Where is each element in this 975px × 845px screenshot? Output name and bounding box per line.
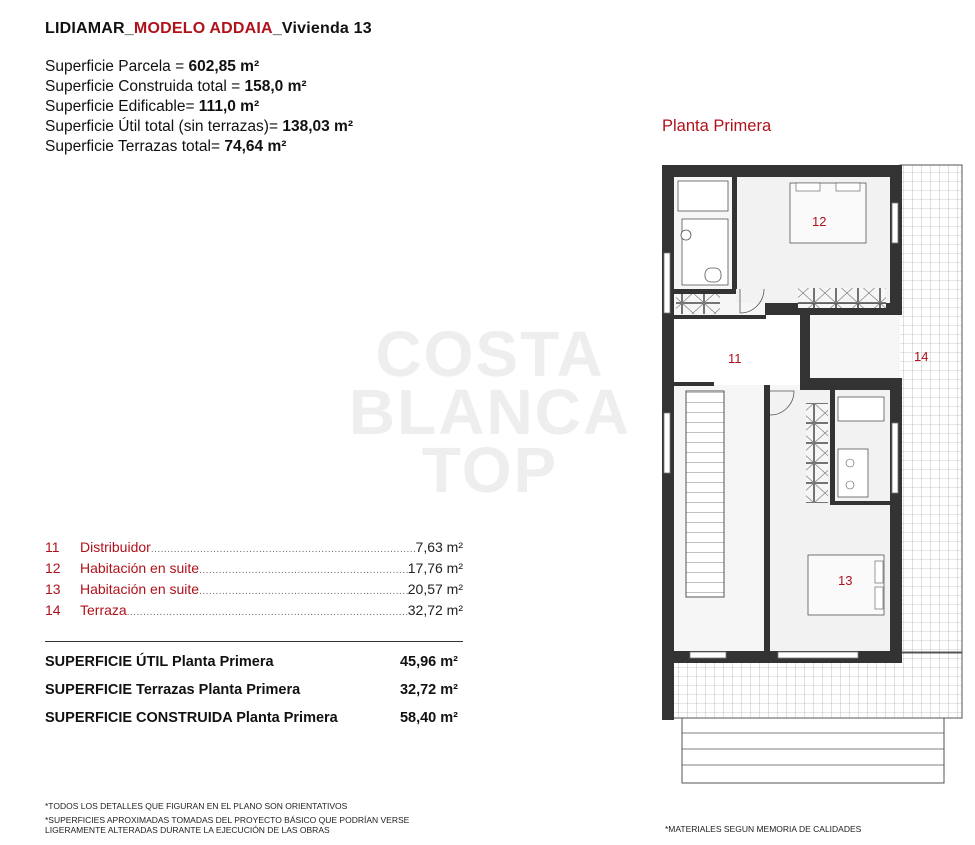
- room-row: [45, 580, 463, 601]
- note-line: *SUPERFICIES APROXIMADAS TOMADAS DEL PROYECTO BÁSICO QUE PODRÍAN VERSE: [45, 814, 410, 825]
- spec-row: [45, 57, 353, 77]
- document-title: [45, 20, 372, 38]
- room-name: Distribuidor: [80, 539, 151, 555]
- room-name: Habitación en suite: [80, 560, 200, 576]
- wardrobe-top-left: [676, 294, 720, 314]
- materials-note: *MATERIALES SEGUN MEMORIA DE CALIDADES: [665, 824, 862, 834]
- watermark: [340, 318, 640, 506]
- spec-row: [45, 117, 353, 137]
- bed-12: [790, 183, 866, 243]
- note-line: *TODOS LOS DETALLES QUE FIGURAN EN EL PLANO SON ORIENTATIVOS: [45, 801, 348, 811]
- totals-table: [45, 648, 463, 732]
- leader-dots: [199, 582, 408, 601]
- room-area: 32,72 m²: [407, 602, 463, 618]
- floor-plan: [660, 163, 965, 793]
- spec-value: 111,0 m²: [198, 98, 260, 115]
- spec-value: 602,85 m²: [188, 58, 260, 75]
- total-value: 32,72 m²: [399, 682, 458, 698]
- room-list: [45, 538, 463, 622]
- total-label: SUPERFICIE ÚTIL Planta Primera: [45, 654, 274, 670]
- spec-label: Superficie Construida total =: [45, 78, 245, 95]
- bathroom-top: [678, 181, 728, 285]
- watermark-line: COSTA: [375, 318, 605, 390]
- room-number: 13: [45, 581, 61, 597]
- title-prefix: LIDIAMAR_: [45, 20, 134, 37]
- total-row: [45, 704, 463, 732]
- total-row: [45, 648, 463, 676]
- room-name: Terraza: [80, 602, 127, 618]
- total-value: 45,96 m²: [399, 654, 458, 670]
- room-row: [45, 601, 463, 622]
- title-model: MODELO ADDAIA: [133, 20, 273, 37]
- total-value: 58,40 m²: [399, 710, 458, 726]
- surface-specs: [45, 57, 353, 157]
- exterior-stairs: [682, 718, 944, 783]
- room-row: [45, 538, 463, 559]
- spec-row: [45, 77, 353, 97]
- room-area: 7,63 m²: [415, 539, 463, 555]
- leader-dots: [151, 540, 416, 559]
- spec-value: 158,0 m²: [244, 78, 307, 95]
- spec-label: Superficie Útil total (sin terrazas)=: [45, 118, 283, 135]
- wardrobe-bedroom-13: [806, 403, 828, 503]
- disclaimer-notes: [45, 801, 409, 836]
- room-name: Habitación en suite: [80, 581, 200, 597]
- spec-value: 74,64 m²: [224, 138, 287, 155]
- spec-row: [45, 97, 353, 117]
- room-label-14: 14: [914, 349, 929, 364]
- spec-label: Superficie Terrazas total=: [45, 138, 225, 155]
- room-label-12: 12: [812, 214, 827, 229]
- room-number: 12: [45, 560, 61, 576]
- spec-row: [45, 137, 353, 157]
- divider: [45, 641, 463, 642]
- room-number: 11: [45, 539, 60, 555]
- room-row: [45, 559, 463, 580]
- watermark-line: TOP: [421, 434, 559, 506]
- room-number: 14: [45, 602, 61, 618]
- spec-label: Superficie Parcela =: [45, 58, 189, 75]
- title-suffix: _Vivienda 13: [272, 20, 372, 37]
- leader-dots: [199, 561, 408, 580]
- leader-dots: [127, 603, 408, 622]
- total-row: [45, 676, 463, 704]
- total-label: SUPERFICIE Terrazas Planta Primera: [45, 682, 301, 698]
- note-line: LIGERAMENTE ALTERADAS DURANTE LA EJECUCIÓN DE LAS OBRAS: [45, 825, 330, 835]
- interior-stairs: [686, 391, 724, 597]
- spec-label: Superficie Edificable=: [45, 98, 199, 115]
- watermark-line: BLANCA: [348, 376, 632, 448]
- room-label-11: 11: [728, 351, 742, 366]
- spec-value: 138,03 m²: [282, 118, 353, 135]
- plan-title: Planta Primera: [662, 117, 772, 135]
- terrace-right: [900, 165, 962, 652]
- room-area: 17,76 m²: [407, 560, 463, 576]
- total-label: SUPERFICIE CONSTRUIDA Planta Primera: [45, 710, 338, 726]
- room-label-13: 13: [838, 573, 853, 588]
- room-area: 20,57 m²: [407, 581, 463, 597]
- wardrobe-bedroom-12: [798, 288, 886, 308]
